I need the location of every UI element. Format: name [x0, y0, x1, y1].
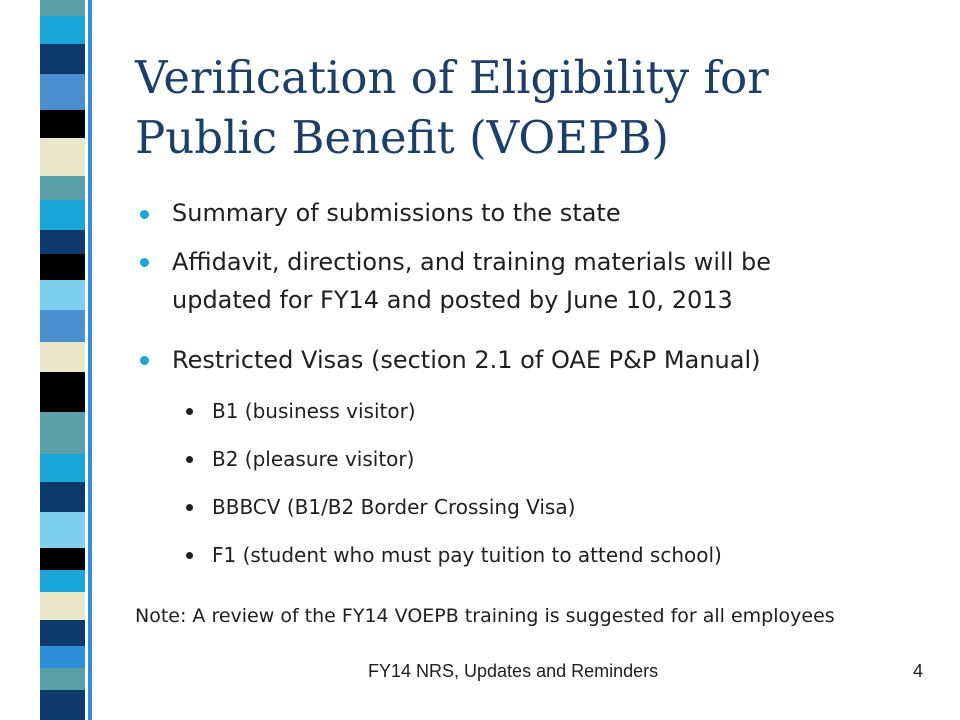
bullet-item-affidavit: Affidavit, directions, and training materials will be: [172, 248, 771, 276]
stripe-block: [40, 44, 85, 74]
stripe-block: [40, 620, 85, 646]
stripe-block: [40, 512, 85, 548]
stripe-block: [40, 592, 85, 620]
slide-note: Note: A review of the FY14 VOEPB training is suggested for all employees: [135, 605, 835, 627]
sub-bullet-f1: F1 (student who must pay tuition to attend school): [212, 543, 722, 567]
stripe-block: [40, 254, 85, 280]
slide-footer: FY14 NRS, Updates and Reminders: [368, 661, 659, 681]
stripe-block: [40, 454, 85, 482]
stripe-block: [40, 138, 85, 176]
stripe-block: [40, 200, 85, 230]
stripe-block: [40, 570, 85, 592]
sub-bullet-dot-icon: [186, 504, 193, 511]
stripe-block: [40, 0, 85, 16]
stripe-block: [40, 16, 85, 44]
bullet-item-restricted-visas: Restricted Visas (section 2.1 of OAE P&P Manual): [172, 346, 761, 374]
stripe-block: [40, 412, 85, 454]
slide-number: 4: [913, 661, 924, 681]
sub-bullet-b2: B2 (pleasure visitor): [212, 447, 415, 471]
stripe-block: [40, 372, 85, 412]
decorative-stripe-bar: [0, 0, 110, 720]
sub-bullet-bbbcv: BBBCV (B1/B2 Border Crossing Visa): [212, 495, 576, 519]
bullet-item-summary: Summary of submissions to the state: [172, 199, 621, 227]
stripe-block: [40, 482, 85, 512]
stripe-block: [40, 280, 85, 310]
stripe-block: [40, 74, 85, 110]
slide-title-line-2: Public Benefit (VOEPB): [135, 111, 669, 164]
slide-title: [135, 48, 935, 168]
bullet-dot-icon: [140, 210, 149, 219]
stripe-block: [40, 690, 85, 720]
slide-title-line-1: Verification of Eligibility for: [135, 51, 769, 104]
sub-bullet-dot-icon: [186, 408, 193, 415]
stripe-block: [40, 110, 85, 138]
stripe-block: [40, 176, 85, 200]
bullet-item-affidavit-continued: updated for FY14 and posted by June 10, 2013: [172, 286, 733, 314]
sub-bullet-dot-icon: [186, 552, 193, 559]
stripe-block: [40, 548, 85, 570]
stripe-block: [40, 668, 85, 690]
stripe-block: [40, 342, 85, 372]
stripe-block: [40, 646, 85, 668]
bullet-dot-icon: [140, 356, 149, 365]
sub-bullet-dot-icon: [186, 456, 193, 463]
bullet-dot-icon: [140, 258, 149, 267]
stripe-block: [40, 230, 85, 254]
stripe-block: [40, 310, 85, 342]
sub-bullet-b1: B1 (business visitor): [212, 399, 416, 423]
stripe-block: [88, 0, 92, 720]
